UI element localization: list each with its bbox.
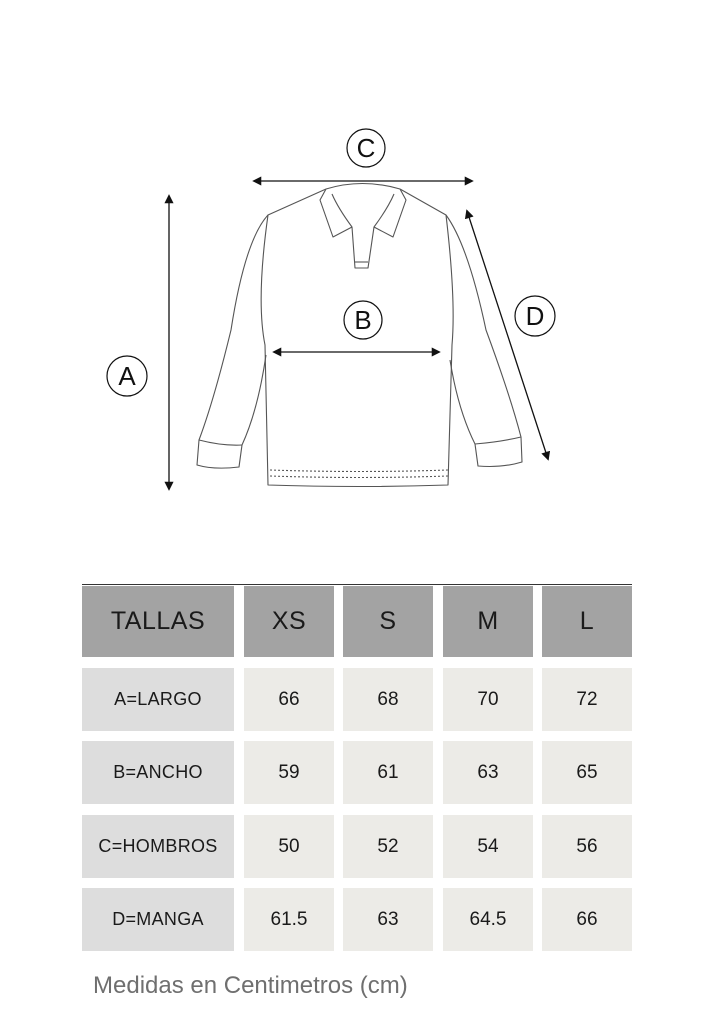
value-largo-l: 72 [542, 668, 632, 731]
header-cell-l: L [542, 586, 632, 657]
row-label-manga: D=MANGA [82, 888, 234, 951]
value-ancho-l: 65 [542, 741, 632, 804]
value-manga-l: 66 [542, 888, 632, 951]
label-d-marker [515, 296, 555, 336]
value-manga-m: 64.5 [443, 888, 533, 951]
label-b-marker [344, 301, 382, 339]
row-label-ancho: B=ANCHO [82, 741, 234, 804]
value-largo-m: 70 [443, 668, 533, 731]
label-d: D [525, 301, 545, 331]
value-largo-xs: 66 [244, 668, 334, 731]
value-hombros-m: 54 [443, 815, 533, 878]
units-footnote: Medidas en Centimetros (cm) [93, 972, 408, 999]
value-manga-xs: 61.5 [244, 888, 334, 951]
label-b: B [354, 305, 372, 335]
value-ancho-m: 63 [443, 741, 533, 804]
value-largo-s: 68 [343, 668, 433, 731]
row-label-largo: A=LARGO [82, 668, 234, 731]
value-manga-s: 63 [343, 888, 433, 951]
header-cell-s: S [343, 586, 433, 657]
header-cell-xs: XS [244, 586, 334, 657]
value-ancho-s: 61 [343, 741, 433, 804]
value-hombros-xs: 50 [244, 815, 334, 878]
table-top-rule [82, 584, 632, 585]
label-c: C [356, 133, 376, 163]
header-cell-m: M [443, 586, 533, 657]
label-a-marker [107, 356, 147, 396]
value-hombros-s: 52 [343, 815, 433, 878]
value-hombros-l: 56 [542, 815, 632, 878]
label-a: A [118, 361, 136, 391]
value-ancho-xs: 59 [244, 741, 334, 804]
label-c-marker [347, 129, 385, 167]
row-label-hombros: C=HOMBROS [82, 815, 234, 878]
header-cell-tallas: TALLAS [82, 586, 234, 657]
